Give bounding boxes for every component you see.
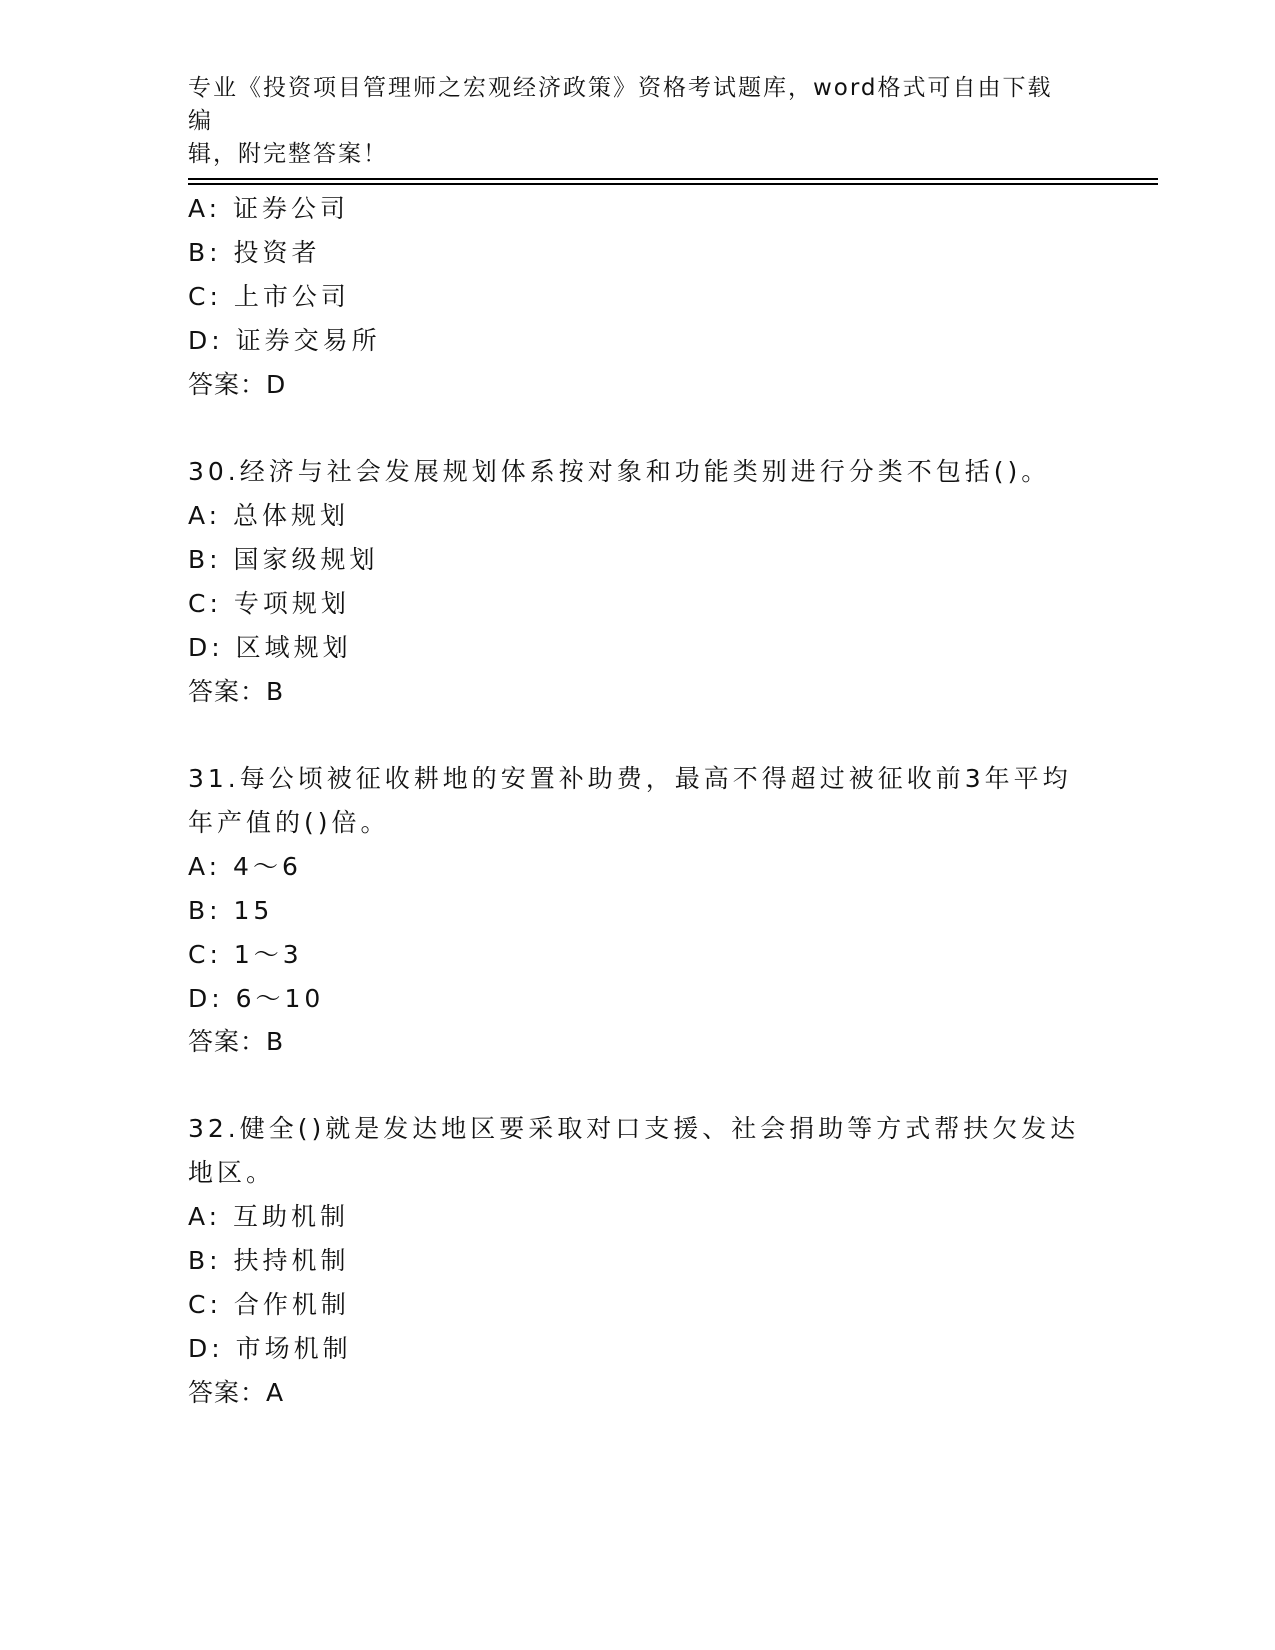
q31-option-a: A: 4～6 — [188, 852, 302, 881]
header-divider-bottom — [188, 183, 1158, 185]
q32-stem-line-2: 地区。 — [188, 1158, 276, 1187]
q29-option-b: B: 投资者 — [188, 238, 321, 267]
q30-stem: 30.经济与社会发展规划体系按对象和功能类别进行分类不包括()。 — [188, 457, 1051, 486]
q29-answer: 答案：D — [188, 370, 287, 399]
q31-stem-line-1: 31.每公顷被征收耕地的安置补助费，最高不得超过被征收前3年平均 — [188, 764, 1072, 793]
header-title-line-2: 辑，附完整答案！ — [188, 141, 388, 167]
q31-option-c: C: 1～3 — [188, 940, 303, 969]
q30-option-d: D: 区域规划 — [188, 633, 352, 662]
q31-option-b: B: 15 — [188, 896, 274, 925]
q30-option-a: A: 总体规划 — [188, 501, 350, 530]
q32-option-c: C: 合作机制 — [188, 1290, 350, 1319]
q29-option-d: D: 证券交易所 — [188, 326, 381, 355]
header-divider-top — [188, 178, 1158, 180]
q32-stem-line-1: 32.健全()就是发达地区要采取对口支援、社会捐助等方式帮扶欠发达 — [188, 1114, 1080, 1143]
q30-answer: 答案：B — [188, 677, 285, 706]
q29-option-a: A: 证券公司 — [188, 194, 350, 223]
q32-option-a: A: 互助机制 — [188, 1202, 350, 1231]
q31-answer: 答案：B — [188, 1027, 285, 1056]
q32-answer: 答案：A — [188, 1378, 285, 1407]
q30-option-b: B: 国家级规划 — [188, 545, 379, 574]
header-title-line-1: 专业《投资项目管理师之宏观经济政策》资格考试题库，word格式可自由下载编 — [188, 75, 1053, 134]
q32-option-b: B: 扶持机制 — [188, 1246, 350, 1275]
document-header — [188, 72, 1068, 171]
q29-option-c: C: 上市公司 — [188, 282, 350, 311]
q31-option-d: D: 6～10 — [188, 984, 325, 1013]
q30-option-c: C: 专项规划 — [188, 589, 350, 618]
q31-stem-line-2: 年产值的()倍。 — [188, 808, 390, 837]
q32-option-d: D: 市场机制 — [188, 1334, 352, 1363]
